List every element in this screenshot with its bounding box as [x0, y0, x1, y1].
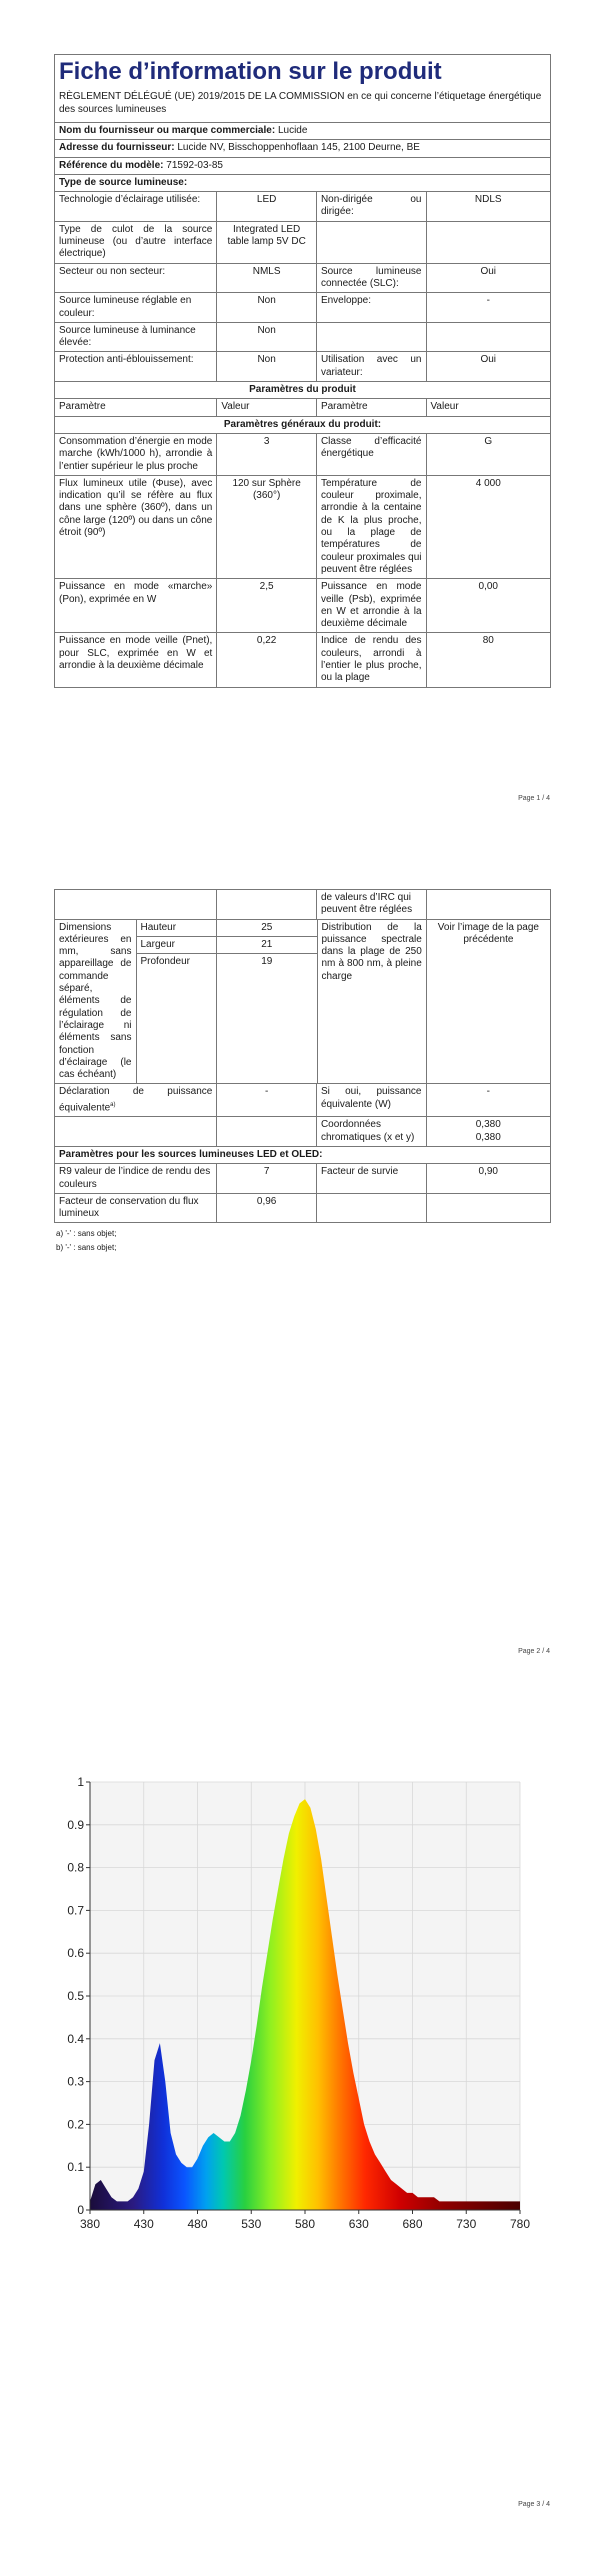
table-row	[54, 1194, 551, 1224]
param-value: 0,00	[478, 581, 498, 593]
y-tick-label: 0.1	[67, 2160, 84, 2175]
param-label: Facteur de survie	[317, 1164, 427, 1193]
spectral-distribution-chart	[60, 1770, 530, 2240]
param-value: 120 sur Sphère (360°)	[217, 476, 317, 578]
table-row	[54, 192, 551, 222]
table-row	[54, 889, 551, 920]
param-value: -	[217, 1084, 317, 1116]
column-header: Valeur	[217, 399, 317, 415]
address-value: Lucide NV, Bisschoppenhoflaan 145, 2100 Deurne, BE	[177, 142, 420, 154]
model-row	[54, 158, 551, 175]
dimension-row	[137, 920, 317, 937]
param-label: Utilisation avec un variateur:	[317, 352, 427, 381]
y-tick-label: 0.5	[67, 1989, 84, 2003]
table-row	[54, 1164, 551, 1194]
address-label: Adresse du fournisseur:	[59, 142, 175, 154]
param-label: Température de couleur proximale, arrondie à la centaine de K la plus proche, ou la plage de températures de couleur proximales qui peuvent être réglées	[317, 476, 427, 578]
x-tick-label: 580	[294, 2217, 316, 2231]
page-number: Page 2 / 4	[518, 1648, 550, 1655]
param-label: Source lumineuse à luminance élevée:	[55, 323, 217, 352]
model-value: 71592-03-85	[166, 159, 223, 171]
param-label: Consommation d’énergie en mode marche (kWh/1000 h), arrondie à l’entier supérieur le plus proche	[55, 434, 217, 475]
param-label: Classe d’efficacité énergétique	[317, 434, 427, 475]
x-tick-label: 530	[241, 2217, 262, 2231]
param-value: Oui	[480, 354, 497, 366]
page-number: Page 3 / 4	[518, 2501, 550, 2508]
dimension-name: Profondeur	[137, 954, 218, 1083]
general-params-heading: Paramètres généraux du produit:	[223, 418, 382, 430]
address-row	[54, 140, 551, 157]
param-label: Non-dirigée ou dirigée:	[317, 192, 427, 221]
param-value: 4 000	[475, 477, 501, 489]
param-value: Non	[217, 352, 317, 381]
param-value: 7	[217, 1164, 317, 1193]
column-header: Paramètre	[55, 399, 217, 415]
dimensions-row	[54, 920, 551, 1085]
dimension-row	[137, 954, 317, 1083]
dimensions-label: Dimensions extérieures en mm, sans appareillage de commande séparé, éléments de régulation de l’éclairage ni éléments sans fonction d’éclairage (le cas échéant)	[55, 920, 137, 1084]
param-label: Protection anti-éblouissement:	[55, 352, 217, 381]
dimension-name: Largeur	[137, 937, 218, 953]
table-row	[54, 633, 551, 687]
spectral-value: Voir l’image de la page précédente	[437, 921, 539, 945]
led-params-heading: Paramètres pour les sources lumineuses LED et OLED:	[59, 1148, 323, 1160]
supplier-label: Nom du fournisseur ou marque commerciale:	[59, 125, 276, 136]
page-2	[0, 853, 604, 1706]
equivalent-power-label	[55, 1084, 217, 1116]
param-value: LED	[217, 192, 317, 221]
product-info-sheet-continued	[54, 889, 551, 1255]
param-label	[317, 323, 427, 352]
led-heading-row	[54, 1147, 551, 1164]
param-label: Flux lumineux utile (Φuse), avec indication qu’il se réfère au flux dans une sphère (360º), dans un cône large (120º) ou dans un cône étroit (90º)	[55, 476, 217, 578]
param-value: NDLS	[474, 194, 502, 206]
table-row	[54, 579, 551, 633]
dimension-value: 21	[261, 938, 273, 950]
table-row	[54, 476, 551, 579]
spectral-label: Distribution de la puissance spectrale dans la plage de 250 nm à 800 nm, à pleine charge	[318, 920, 427, 1084]
param-value: 0,96	[217, 1194, 317, 1223]
table-row	[54, 222, 551, 264]
y-tick-label: 0.4	[67, 2031, 84, 2046]
param-label: Source lumineuse connectée (SLC):	[317, 264, 427, 293]
param-value: 3	[217, 434, 317, 475]
param-value: 80	[482, 635, 494, 647]
x-tick-label: 730	[456, 2217, 477, 2231]
spectral-chart-svg	[60, 1770, 530, 2240]
param-label	[317, 222, 427, 263]
param-label: R9 valeur de l’indice de rendu des couleurs	[55, 1164, 217, 1193]
params-heading-row	[54, 382, 551, 399]
table-row	[54, 352, 551, 382]
params-header-row	[54, 399, 551, 416]
x-tick-label: 430	[133, 2217, 154, 2231]
param-label: Puissance en mode veille (Psb), exprimée en W et arrondie à la deuxième décimale	[317, 579, 427, 632]
table-row	[54, 323, 551, 353]
x-tick-label: 680	[402, 2217, 423, 2231]
source-type-label: Type de source lumineuse:	[59, 176, 188, 188]
product-info-sheet	[54, 54, 551, 688]
param-label: Puissance en mode veille (Pnet), pour SLC, exprimée en W et arrondie à la deuxième décimale	[55, 633, 217, 686]
supplier-value: Lucide	[277, 125, 308, 136]
param-value: Integrated LED table lamp 5V DC	[217, 222, 317, 263]
dimension-value: 25	[261, 921, 273, 933]
footnote-a: a) '-' : sans objet;	[56, 1229, 117, 1239]
page-1	[0, 0, 604, 853]
param-label: Indice de rendu des couleurs, arrondi à l’entier le plus proche, ou la plage	[317, 633, 427, 686]
regulation-subtitle: RÈGLEMENT DÉLÉGUÉ (UE) 2019/2015 DE LA COMMISSION en ce qui concerne l’étiquetage énergétique des sources lumineuses	[54, 89, 551, 123]
param-value: Oui	[480, 265, 497, 277]
model-label: Référence du modèle:	[59, 159, 164, 171]
dimension-name: Hauteur	[137, 920, 218, 936]
param-value: NMLS	[217, 264, 317, 293]
param-label: Technologie d’éclairage utilisée:	[55, 192, 217, 221]
table-row	[54, 293, 551, 323]
param-value	[427, 323, 551, 352]
table-row	[54, 434, 551, 476]
param-value: 0,90	[478, 1166, 498, 1178]
dimensions-subtable	[137, 920, 318, 1084]
param-label: Enveloppe:	[317, 293, 427, 322]
y-tick-label: 0.2	[67, 2117, 84, 2132]
x-tick-label: 380	[79, 2217, 101, 2231]
y-tick-label: 0.7	[67, 1903, 84, 1918]
param-label: de valeurs d’IRC qui peuvent être réglées	[317, 890, 427, 919]
param-value: Non	[217, 323, 317, 352]
x-tick-label: 630	[348, 2217, 369, 2231]
general-heading-row	[54, 417, 551, 434]
footnote-b: b) '-' : sans objet;	[56, 1243, 117, 1253]
param-label: Source lumineuse réglable en couleur:	[55, 293, 217, 322]
source-type-row	[54, 175, 551, 192]
dimension-value: 19	[261, 956, 273, 968]
equivalent-power-label-text: Déclaration de puissance équivalente	[59, 1086, 213, 1114]
param-label: Type de culot de la source lumineuse (ou d’autre interface électrique)	[55, 222, 217, 263]
dimension-row	[137, 937, 317, 954]
supplier-row	[54, 123, 551, 140]
param-value: -	[486, 1086, 490, 1098]
param-label: Si oui, puissance équivalente (W)	[317, 1084, 427, 1116]
x-tick-label: 780	[509, 2217, 530, 2231]
param-label: Facteur de conservation du flux lumineux	[55, 1194, 217, 1223]
y-tick-label: 0	[77, 2203, 84, 2217]
column-header: Paramètre	[317, 399, 427, 415]
param-value: 2,5	[217, 579, 317, 632]
param-value: Non	[217, 293, 317, 322]
param-value: 0,380 0,380	[475, 1119, 501, 1143]
y-tick-label: 0.8	[67, 1860, 84, 1875]
y-tick-label: 0.9	[67, 1817, 84, 1832]
param-label: Secteur ou non secteur:	[55, 264, 217, 293]
chromaticity-row	[54, 1117, 551, 1147]
param-value: G	[484, 435, 493, 447]
y-tick-label: 1	[77, 1775, 84, 1789]
table-row	[54, 264, 551, 294]
page-number: Page 1 / 4	[518, 795, 550, 802]
param-value: 0,22	[217, 633, 317, 686]
params-heading: Paramètres du produit	[249, 384, 356, 396]
equivalent-power-row	[54, 1084, 551, 1117]
y-tick-label: 0.3	[67, 2074, 84, 2089]
footnote-marker: a)	[110, 1101, 116, 1108]
param-label: Puissance en mode «marche» (Pon), exprimée en W	[55, 579, 217, 632]
page-title: Fiche d’information sur le produit	[54, 54, 551, 89]
param-label: Coordonnées chromatiques (x et y)	[317, 1117, 427, 1146]
column-header: Valeur	[430, 401, 459, 413]
y-tick-label: 0.6	[67, 1946, 84, 1961]
x-tick-label: 480	[187, 2217, 208, 2231]
param-value	[427, 222, 551, 263]
param-value: -	[486, 295, 490, 307]
footnotes	[54, 1227, 551, 1255]
